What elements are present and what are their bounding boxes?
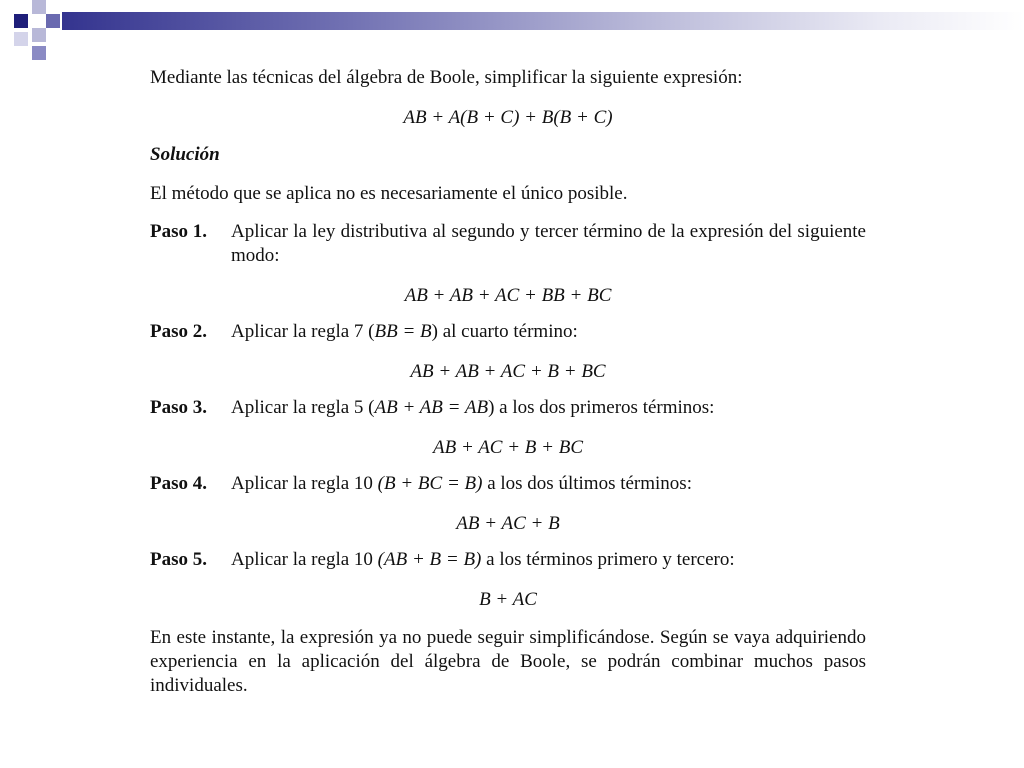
method-note: El método que se aplica no es necesariamente el único posible.: [150, 183, 628, 204]
step-2-text-before: Aplicar la regla 7 (: [231, 321, 375, 342]
conclusion-text: En este instante, la expresión ya no puede seguir simplificándose. Según se vaya adquiriendo experiencia en la aplicación del álgebra de Boole, se podrán combinar muchos pasos individuales.: [150, 627, 866, 696]
solution-heading: Solución: [150, 144, 220, 165]
step-5: [150, 548, 866, 572]
deco-square-dark: [14, 14, 28, 28]
original-expression: AB + A(B + C) + B(B + C): [403, 107, 613, 128]
step-4-text-before: Aplicar la regla 10: [231, 473, 378, 494]
deco-square-light: [32, 0, 46, 14]
step-5-result: B + AC: [479, 589, 537, 610]
intro-text: Mediante las técnicas del álgebra de Boole, simplificar la siguiente expresión:: [150, 67, 743, 88]
step-4-rule: (B + BC = B): [377, 473, 483, 494]
step-4-text: [231, 472, 866, 496]
step-5-rule: (AB + B = B): [377, 549, 482, 570]
step-3-rule: AB + AB = AB: [374, 397, 489, 418]
step-3-text-after: ) a los dos primeros términos:: [488, 397, 715, 418]
slide-decoration: [0, 0, 1024, 60]
step-2-text-after: ) al cuarto término:: [431, 321, 578, 342]
step-3: [150, 396, 866, 420]
step-1-text: Aplicar la ley distributiva al segundo y tercer término de la expresión del siguiente modo:: [231, 221, 866, 266]
deco-square-mid: [46, 14, 60, 28]
step-3-text-before: Aplicar la regla 5 (: [231, 397, 375, 418]
step-1: [150, 220, 866, 268]
step-2-result: AB + AB + AC + B + BC: [410, 361, 606, 382]
step-1-label: Paso 1.: [150, 221, 207, 242]
step-4-result: AB + AC + B: [456, 513, 560, 534]
step-1-result: AB + AB + AC + BB + BC: [404, 285, 612, 306]
slide-content: [150, 66, 866, 698]
step-3-text: [231, 396, 866, 420]
deco-square-light-3: [14, 32, 28, 46]
step-4: [150, 472, 866, 496]
step-5-text-before: Aplicar la regla 10: [231, 549, 378, 570]
step-4-text-after: a los dos últimos términos:: [482, 473, 692, 494]
step-4-label: Paso 4.: [150, 473, 207, 494]
deco-gradient-bar: [62, 12, 1024, 30]
step-3-result: AB + AC + B + BC: [433, 437, 583, 458]
step-2: [150, 320, 866, 344]
step-3-label: Paso 3.: [150, 397, 207, 418]
deco-square-light-2: [32, 28, 46, 42]
step-5-text: [231, 548, 866, 572]
step-5-text-after: a los términos primero y tercero:: [481, 549, 735, 570]
deco-square-mid-2: [32, 46, 46, 60]
step-2-label: Paso 2.: [150, 321, 207, 342]
step-2-rule: BB = B: [374, 321, 432, 342]
step-2-text: [231, 320, 866, 344]
step-5-label: Paso 5.: [150, 549, 207, 570]
